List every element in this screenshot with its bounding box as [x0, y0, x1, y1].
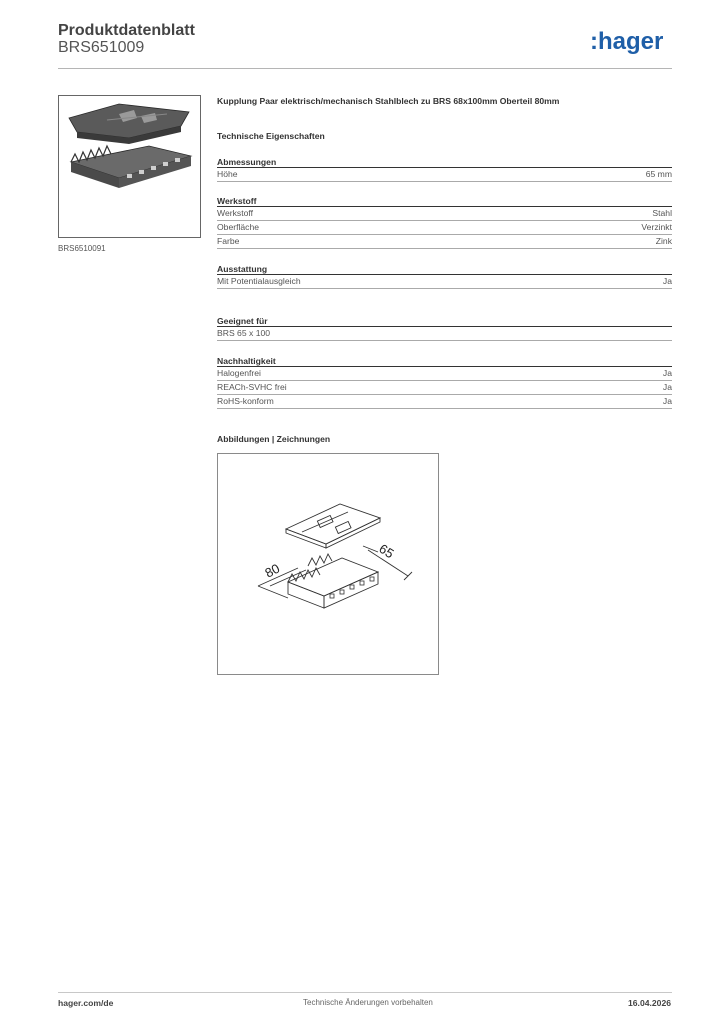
row-label: Halogenfrei: [217, 368, 261, 378]
product-image: [58, 95, 201, 238]
row-label: Oberfläche: [217, 222, 260, 232]
section-werkstoff: [217, 196, 672, 249]
hager-logo: [588, 27, 678, 57]
svg-text::hager: :hager: [590, 28, 664, 55]
row-label: Farbe: [217, 236, 240, 246]
image-caption: BRS6510091: [58, 244, 106, 253]
row-value: Verzinkt: [641, 222, 672, 232]
header-divider: [58, 68, 672, 69]
footer-date: 16.04.2026: [628, 998, 672, 1008]
footer-website: hager.com/de: [58, 998, 114, 1008]
section-ausstattung: [217, 264, 672, 289]
row-value: Ja: [662, 396, 672, 406]
page-title: Produktdatenblatt: [58, 22, 195, 39]
table-row: [217, 235, 672, 249]
table-row: [217, 207, 672, 221]
row-value: Ja: [662, 276, 672, 286]
technical-drawing: [217, 453, 439, 675]
row-value: 65 mm: [645, 169, 672, 179]
section-title: Abmessungen: [217, 157, 672, 168]
section-geeignet-fuer: [217, 316, 672, 341]
row-value: Stahl: [652, 208, 672, 218]
section-title: Werkstoff: [217, 196, 672, 207]
product-description: Kupplung Paar elektrisch/mechanisch Stahlblech zu BRS 68x100mm Oberteil 80mm: [217, 96, 560, 106]
section-title: Ausstattung: [217, 264, 672, 275]
technical-properties-title: Technische Eigenschaften: [217, 131, 325, 141]
row-label: REACh-SVHC frei: [217, 382, 287, 392]
row-label: BRS 65 x 100: [217, 328, 271, 338]
row-label: Werkstoff: [217, 208, 253, 218]
table-row: [217, 221, 672, 235]
product-code: BRS651009: [58, 39, 145, 56]
table-row: [217, 275, 672, 289]
section-abmessungen: [217, 157, 672, 182]
footer-divider: [58, 992, 672, 993]
dimension-80-label: 80: [262, 560, 283, 581]
table-row: [217, 327, 672, 341]
section-nachhaltigkeit: [217, 356, 672, 409]
section-title: Nachhaltigkeit: [217, 356, 672, 367]
row-label: Mit Potentialausgleich: [217, 276, 301, 286]
row-label: RoHS-konform: [217, 396, 274, 406]
row-value: Zink: [655, 236, 672, 246]
table-row: [217, 381, 672, 395]
dimension-65-label: 65: [376, 540, 397, 562]
row-label: Höhe: [217, 169, 238, 179]
figures-title: Abbildungen | Zeichnungen: [217, 434, 331, 444]
table-row: [217, 367, 672, 381]
section-title: Geeignet für: [217, 316, 672, 327]
table-row: [217, 168, 672, 182]
row-value: Ja: [662, 368, 672, 378]
footer-disclaimer: Technische Änderungen vorbehalten: [303, 998, 433, 1007]
table-row: [217, 395, 672, 409]
row-value: Ja: [662, 382, 672, 392]
